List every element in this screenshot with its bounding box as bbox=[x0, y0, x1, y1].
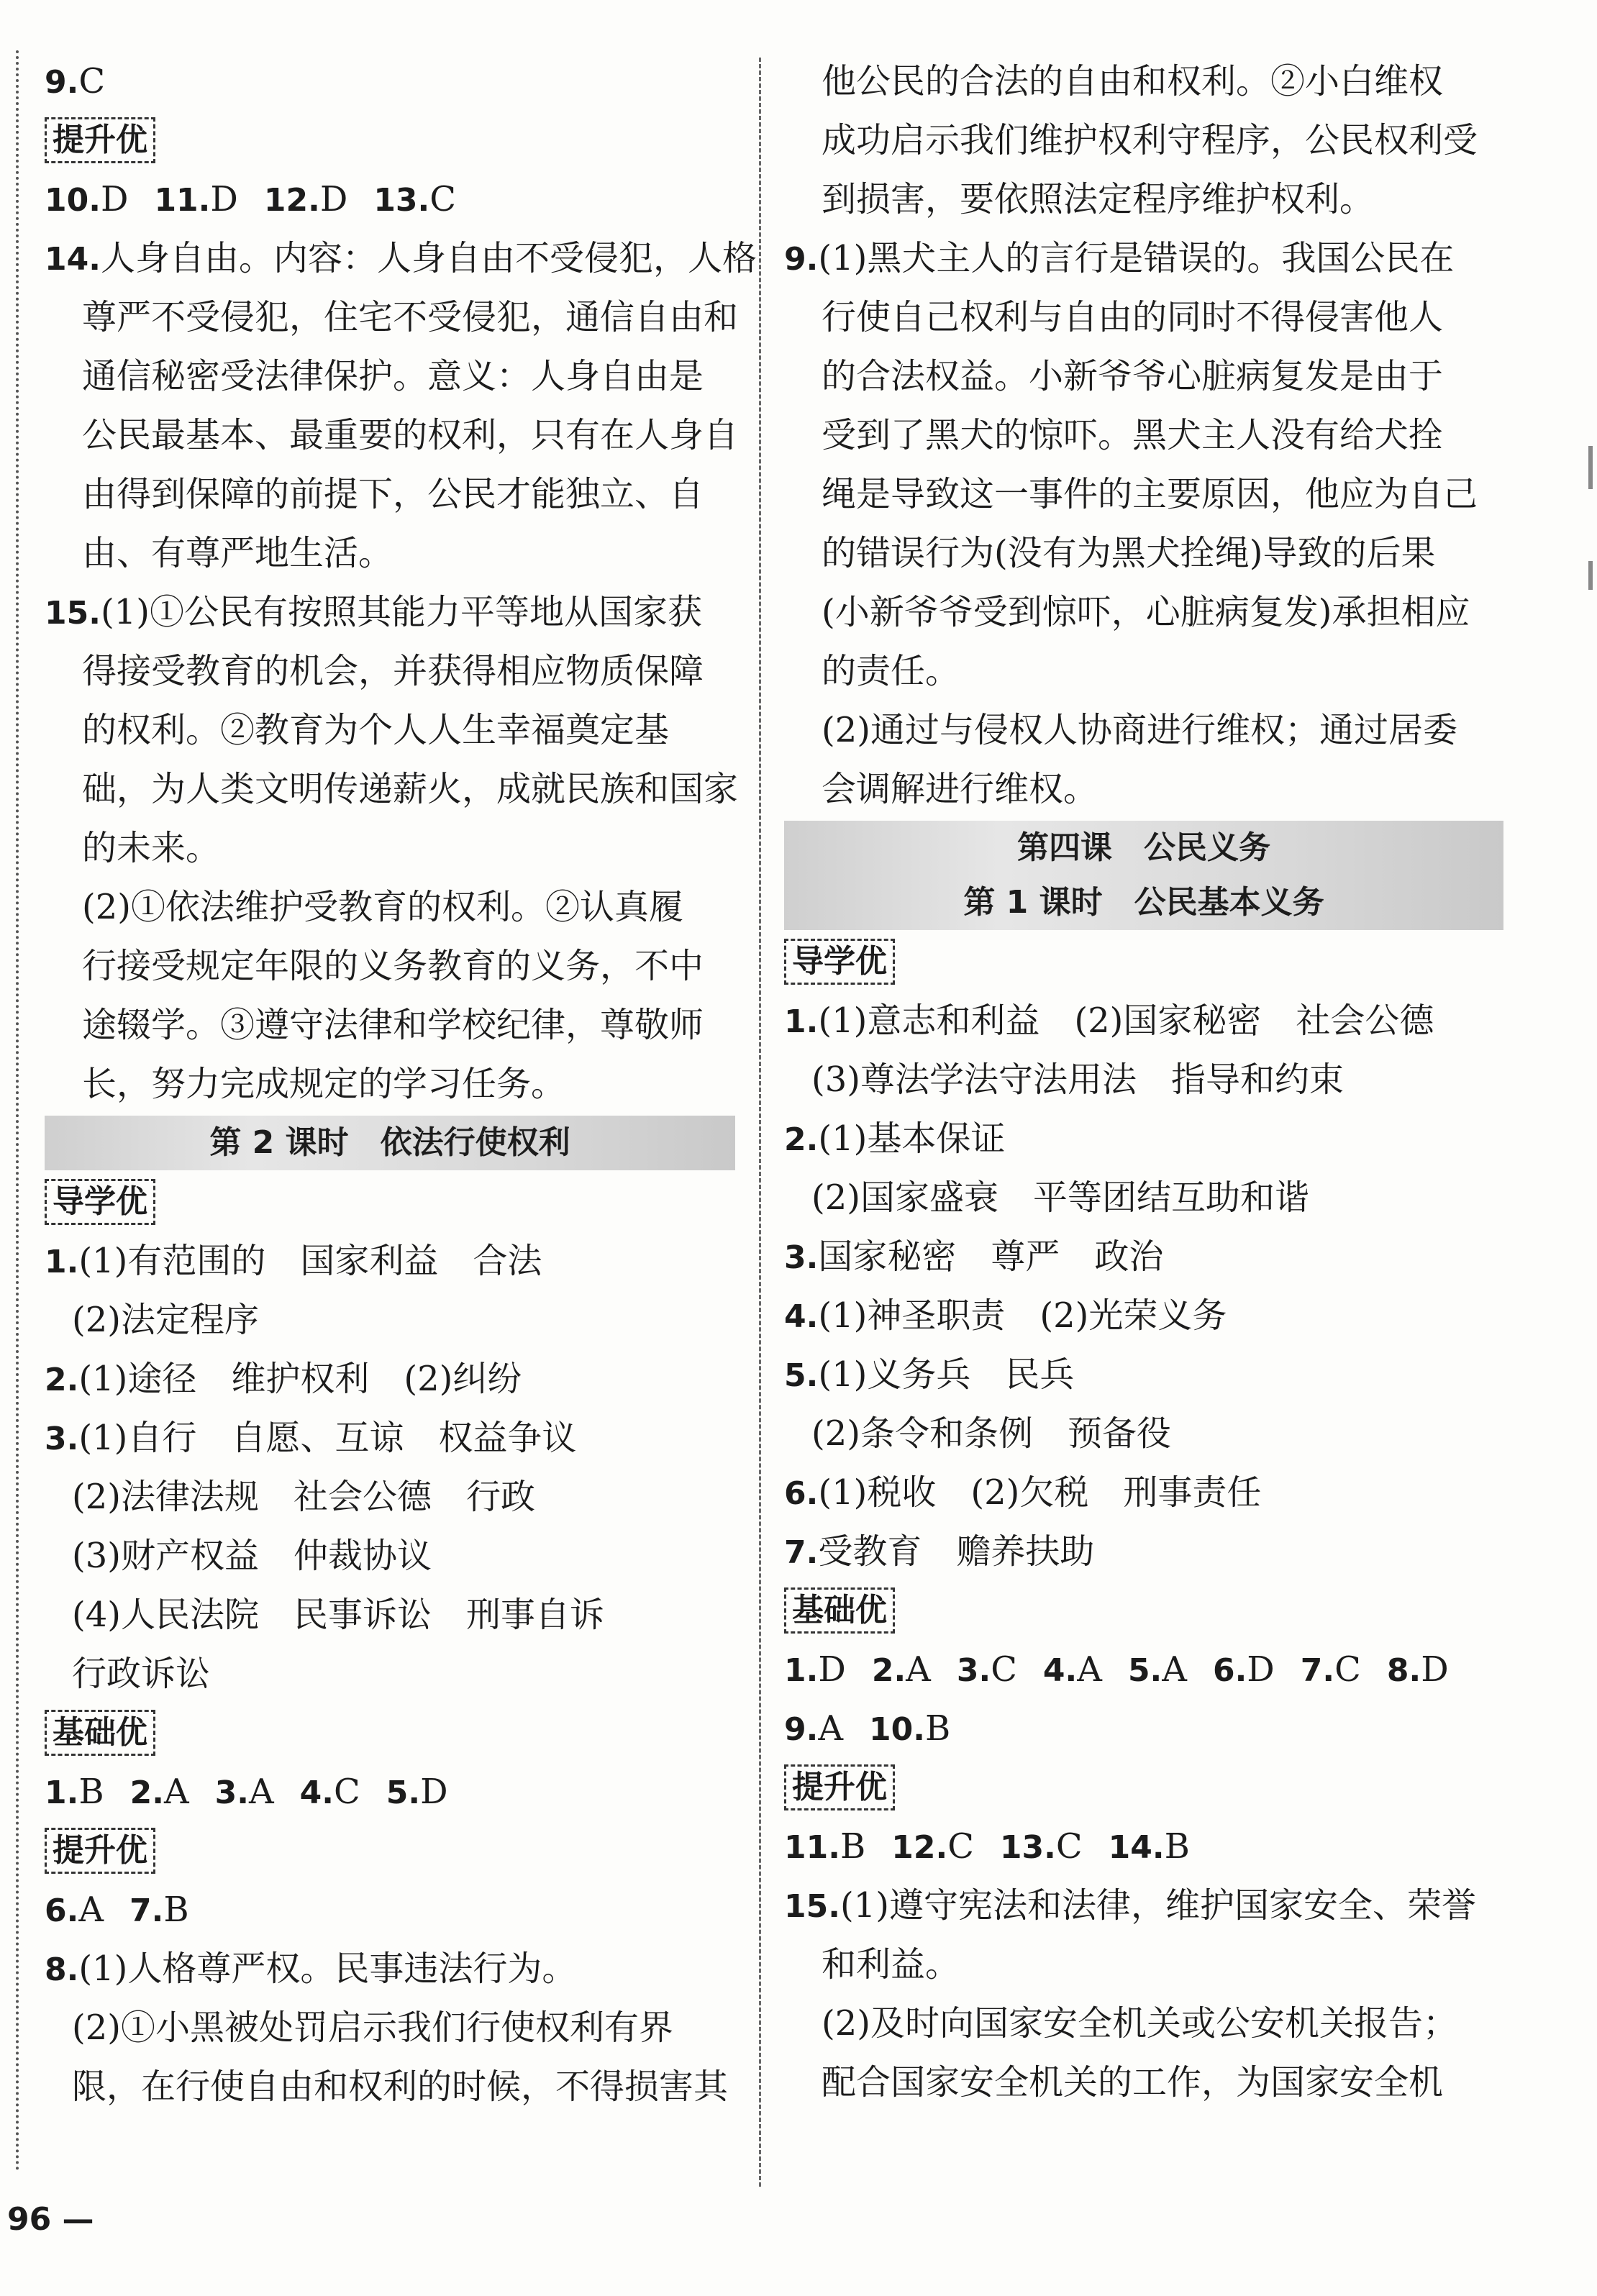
question-number: 8. bbox=[45, 1951, 79, 1988]
answer-continuation: (2)法律法规 社会公德 行政 bbox=[72, 1477, 535, 1517]
question-number: 2. bbox=[784, 1121, 819, 1158]
answer-value: A bbox=[1077, 1649, 1102, 1690]
question-number: 11. bbox=[154, 182, 211, 219]
answer-item bbox=[45, 229, 757, 288]
answer-text: (1)①公民有按照其能力平等地从国家获 bbox=[100, 592, 702, 632]
answer-continuation: 公民最基本、最重要的权利，只有在人身自 bbox=[82, 415, 739, 455]
question-number: 12. bbox=[891, 1829, 948, 1866]
choice-answers-row bbox=[45, 1762, 735, 1821]
question-number: 4. bbox=[784, 1298, 819, 1335]
answer-text: (1)基本保证 bbox=[818, 1119, 1006, 1159]
answer-value: B bbox=[924, 1708, 951, 1749]
answer-text: 国家秘密 尊严 政治 bbox=[818, 1236, 1164, 1277]
answer-value: A bbox=[78, 1890, 104, 1930]
answer-continuation: 和利益。 bbox=[822, 1944, 960, 1985]
answer-value: A bbox=[906, 1649, 931, 1690]
section-tag: 提升优 bbox=[45, 117, 155, 163]
question-number: 2. bbox=[45, 1362, 79, 1398]
question-number: 6. bbox=[1212, 1652, 1247, 1689]
page-number: 96 — bbox=[7, 2201, 94, 2238]
answer-text: (1)意志和利益 (2)国家秘密 社会公德 bbox=[818, 1001, 1434, 1041]
question-number: 5. bbox=[386, 1775, 421, 1811]
question-number: 11. bbox=[784, 1829, 840, 1866]
answer-item bbox=[45, 583, 735, 642]
section-tag: 导学优 bbox=[784, 939, 895, 985]
answer-continuation: 得接受教育的机会，并获得相应物质保障 bbox=[82, 651, 704, 691]
answer-text: (1)人格尊严权。民事违法行为。 bbox=[78, 1949, 577, 1989]
answer-item bbox=[784, 1463, 1503, 1522]
answer-text: (1)神圣职责 (2)光荣义务 bbox=[818, 1295, 1227, 1336]
answer-value: D bbox=[100, 179, 129, 219]
answer-continuation: (2)国家盛衰 平等团结互助和谐 bbox=[811, 1177, 1309, 1218]
answer-continuation: 由、有尊严地生活。 bbox=[82, 533, 393, 573]
answer-value: A bbox=[163, 1772, 189, 1812]
answer-continuation: 行使自己权利与自由的同时不得侵害他人 bbox=[822, 297, 1444, 337]
answer-item bbox=[784, 229, 1503, 288]
answer-continuation: 长，努力完成规定的学习任务。 bbox=[82, 1064, 566, 1104]
question-number: 10. bbox=[45, 182, 101, 219]
left-column bbox=[45, 52, 757, 2116]
question-number: 12. bbox=[263, 182, 320, 219]
choice-answers-row bbox=[784, 1699, 1503, 1758]
answer-continuation: 尊严不受侵犯，住宅不受侵犯，通信自由和 bbox=[82, 297, 739, 337]
question-number: 15. bbox=[784, 1888, 840, 1925]
answer-item bbox=[45, 1231, 735, 1290]
section-tag: 提升优 bbox=[784, 1764, 895, 1810]
answer-text: (1)途径 维护权利 (2)纠纷 bbox=[78, 1359, 522, 1399]
answer-value: A bbox=[818, 1708, 844, 1749]
answer-value: B bbox=[78, 1772, 104, 1812]
question-number: 15. bbox=[45, 595, 101, 632]
answer-text: (1)有范围的 国家利益 合法 bbox=[78, 1241, 542, 1281]
answer-continuation: (2)法定程序 bbox=[72, 1300, 259, 1340]
question-number: 1. bbox=[45, 1244, 79, 1280]
answer-continuation: (2)①小黑被处罚启示我们行使权利有界 bbox=[72, 2008, 673, 2048]
answer-value: D bbox=[210, 179, 238, 219]
answer-value: C bbox=[947, 1826, 974, 1867]
section-tag-row bbox=[784, 1758, 1503, 1817]
question-number: 9. bbox=[45, 64, 79, 101]
question-number: 3. bbox=[45, 1421, 79, 1457]
answer-continuation: (2)及时向国家安全机关或公安机关报告； bbox=[822, 2003, 1457, 2044]
answer-continuation: 途辍学。③遵守法律和学校纪律，尊敬师 bbox=[82, 1005, 704, 1045]
question-number: 1. bbox=[784, 1652, 819, 1689]
answer-text: (1)自行 自愿、互谅 权益争议 bbox=[78, 1418, 577, 1458]
answer-item bbox=[45, 1408, 735, 1467]
answer-value: D bbox=[1247, 1649, 1275, 1690]
answer-text: (1)黑犬主人的言行是错误的。我国公民在 bbox=[818, 238, 1455, 278]
question-number: 9. bbox=[784, 1711, 819, 1748]
answer-continuation: 的权利。②教育为个人人生幸福奠定基 bbox=[82, 710, 670, 750]
answer-continuation: 他公民的合法的自由和权利。②小白维权 bbox=[822, 61, 1444, 101]
answer-value: D bbox=[319, 179, 348, 219]
answer-text: (1)义务兵 民兵 bbox=[818, 1354, 1075, 1395]
question-number: 14. bbox=[1108, 1829, 1165, 1866]
section-tag: 导学优 bbox=[45, 1179, 155, 1225]
answer-item bbox=[784, 1522, 1503, 1581]
question-number: 2. bbox=[129, 1775, 164, 1811]
column-divider bbox=[759, 58, 761, 2187]
answer-continuation: 的未来。 bbox=[82, 828, 221, 868]
answer-value: B bbox=[163, 1890, 189, 1930]
answer-item bbox=[45, 1939, 735, 1998]
answer-item bbox=[45, 1349, 735, 1408]
answer-continuation: (4)人民法院 民事诉讼 刑事自诉 bbox=[72, 1595, 604, 1635]
question-number: 5. bbox=[1127, 1652, 1163, 1689]
question-number: 4. bbox=[1042, 1652, 1078, 1689]
question-number: 13. bbox=[999, 1829, 1056, 1866]
question-number: 5. bbox=[784, 1357, 819, 1394]
answer-value: C bbox=[991, 1649, 1017, 1690]
answer-continuation: 础，为人类文明传递薪火，成就民族和国家 bbox=[82, 769, 739, 809]
section-tag-row bbox=[45, 1703, 735, 1762]
section-tag-row bbox=[45, 1821, 735, 1880]
answer-item bbox=[784, 1109, 1503, 1168]
question-number: 7. bbox=[784, 1534, 819, 1571]
answer-value: A bbox=[248, 1772, 274, 1812]
edge-mark bbox=[1588, 561, 1593, 590]
answer-item bbox=[784, 991, 1503, 1050]
answer-continuation: (小新爷爷受到惊吓，心脏病复发)承担相应 bbox=[822, 592, 1470, 632]
answer-value: D bbox=[1421, 1649, 1449, 1690]
answer-continuation: 到损害，要依照法定程序维护权利。 bbox=[822, 179, 1375, 219]
question-number: 4. bbox=[299, 1775, 334, 1811]
answer-value: D bbox=[420, 1772, 448, 1812]
choice-answers-row bbox=[45, 170, 735, 229]
question-number: 3. bbox=[784, 1239, 819, 1276]
answer-continuation: 行政诉讼 bbox=[72, 1654, 211, 1694]
section-tag: 基础优 bbox=[784, 1587, 895, 1634]
section-tag-row bbox=[784, 1581, 1503, 1640]
chapter-heading: 第四课 公民义务 bbox=[784, 821, 1503, 875]
question-number: 7. bbox=[1300, 1652, 1335, 1689]
answer-continuation: 由得到保障的前提下，公民才能独立、自 bbox=[82, 474, 704, 514]
section-tag-row bbox=[45, 1172, 735, 1231]
choice-answers-row bbox=[784, 1640, 1503, 1699]
answer-continuation: 行接受规定年限的义务教育的义务，不中 bbox=[82, 946, 704, 986]
answer-continuation: 配合国家安全机关的工作，为国家安全机 bbox=[822, 2062, 1444, 2103]
lesson-heading: 第 2 课时 依法行使权利 bbox=[45, 1116, 735, 1170]
choice-answers-row bbox=[784, 1817, 1503, 1876]
answer-value: D bbox=[818, 1649, 846, 1690]
answer-text: 人身自由。内容：人身自由不受侵犯，人格 bbox=[100, 238, 757, 278]
answer-continuation: (2)条令和条例 预备役 bbox=[811, 1413, 1171, 1454]
section-tag: 基础优 bbox=[45, 1710, 155, 1756]
question-number: 3. bbox=[956, 1652, 991, 1689]
answer-continuation: 受到了黑犬的惊吓。黑犬主人没有给犬拴 bbox=[822, 415, 1444, 455]
section-tag-row bbox=[784, 932, 1503, 991]
answer-text: (1)税收 (2)欠税 刑事责任 bbox=[818, 1472, 1262, 1513]
answer-value: B bbox=[1164, 1826, 1190, 1867]
answer-continuation: (2)①依法维护受教育的权利。②认真履 bbox=[82, 887, 683, 927]
question-number: 6. bbox=[45, 1892, 79, 1929]
answer-continuation: (3)尊法学法守法用法 指导和约束 bbox=[811, 1060, 1344, 1100]
answer-value: C bbox=[1334, 1649, 1361, 1690]
question-number: 3. bbox=[214, 1775, 249, 1811]
answer-value: C bbox=[429, 179, 456, 219]
answer-text: (1)遵守宪法和法律，维护国家安全、荣誉 bbox=[840, 1885, 1476, 1926]
answer-continuation: (2)通过与侵权人协商进行维权；通过居委 bbox=[822, 710, 1457, 750]
answer-continuation: 成功启示我们维护权利守程序，公民权利受 bbox=[822, 120, 1478, 160]
answer-item bbox=[784, 1286, 1503, 1345]
answer-continuation: 的合法权益。小新爷爷心脏病复发是由于 bbox=[822, 356, 1444, 396]
chapter-heading-block bbox=[784, 821, 1503, 930]
answer-continuation: 的错误行为(没有为黑犬拴绳)导致的后果 bbox=[822, 533, 1436, 573]
question-number: 2. bbox=[871, 1652, 906, 1689]
question-number: 10. bbox=[869, 1711, 925, 1748]
question-number: 1. bbox=[784, 1003, 819, 1040]
lesson-heading: 第 1 课时 公民基本义务 bbox=[784, 875, 1503, 930]
question-number: 1. bbox=[45, 1775, 79, 1811]
section-tag-row bbox=[45, 111, 735, 170]
answer-value: B bbox=[840, 1826, 866, 1867]
answer-item bbox=[784, 1345, 1503, 1404]
answer-value: C bbox=[1055, 1826, 1083, 1867]
edge-mark bbox=[1588, 446, 1593, 489]
answer-item bbox=[784, 1876, 1503, 1935]
question-number: 9. bbox=[784, 241, 819, 278]
answer-value: C bbox=[334, 1772, 360, 1812]
answer-continuation: 通信秘密受法律保护。意义：人身自由是 bbox=[82, 356, 704, 396]
question-number: 7. bbox=[129, 1892, 164, 1929]
answer-value: A bbox=[1162, 1649, 1187, 1690]
answer-item bbox=[784, 1227, 1503, 1286]
question-number: 14. bbox=[45, 241, 101, 278]
answer-continuation: 绳是导致这一事件的主要原因，他应为自己 bbox=[822, 474, 1478, 514]
binding-margin-line bbox=[16, 50, 19, 2172]
answer-continuation: 限，在行使自由和权利的时候，不得损害其 bbox=[72, 2067, 729, 2107]
question-number: 8. bbox=[1386, 1652, 1421, 1689]
question-number: 13. bbox=[373, 182, 430, 219]
right-column bbox=[784, 52, 1503, 2112]
question-number: 6. bbox=[784, 1475, 819, 1512]
answer-continuation: (3)财产权益 仲裁协议 bbox=[72, 1536, 432, 1576]
answer-item bbox=[45, 52, 735, 111]
section-tag: 提升优 bbox=[45, 1828, 155, 1874]
answer-continuation: 会调解进行维权。 bbox=[822, 769, 1098, 809]
answer-text: 受教育 赡养扶助 bbox=[818, 1531, 1095, 1572]
choice-answers-row bbox=[45, 1880, 735, 1939]
answer-continuation: 的责任。 bbox=[822, 651, 960, 691]
answer-text: C bbox=[78, 61, 106, 101]
